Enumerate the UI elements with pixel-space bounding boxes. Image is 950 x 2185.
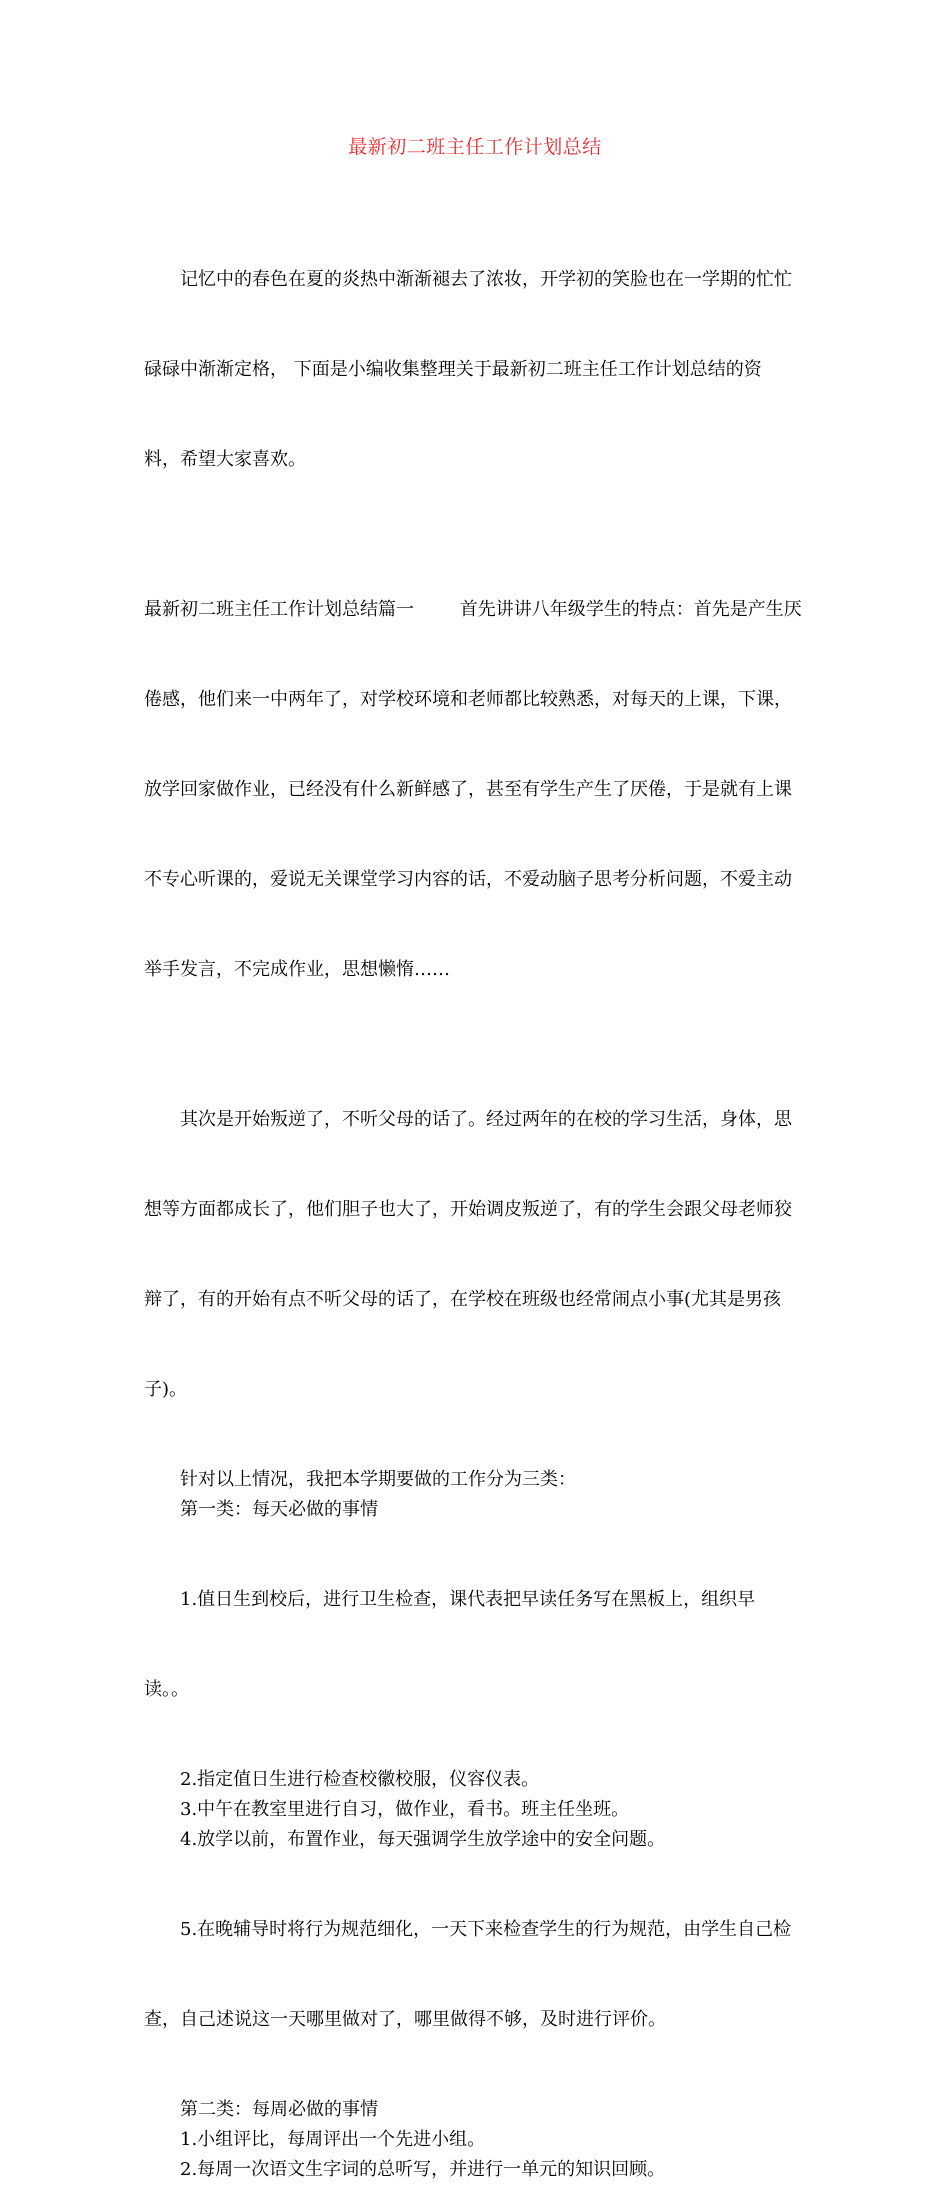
text-line: 其次是开始叛逆了，不听父母的话了。经过两年的在校的学习生活，身体，思 bbox=[180, 1109, 792, 1130]
text-line: 不专心听课的，爱说无关课堂学习内容的话，不爱动脑子思考分析问题，不爱主动 bbox=[144, 869, 792, 890]
text-line: 料，希望大家喜欢。 bbox=[144, 449, 306, 470]
list-item: 1.小组评比，每周评出一个先进小组。 bbox=[180, 2129, 486, 2150]
text-line: 碌碌中渐渐定格， 下面是小编收集整理关于最新初二班主任工作计划总结的资 bbox=[144, 359, 762, 380]
list-item: 2.每周一次语文生字词的总听写，并进行一单元的知识回顾。 bbox=[180, 2159, 666, 2180]
text-line: 1.值日生到校后，进行卫生检查，课代表把早读任务写在黑板上，组织早 bbox=[180, 1589, 756, 1610]
paragraph-2 bbox=[144, 1045, 814, 1465]
text-line: 5.在晚辅导时将行为规范细化，一天下来检查学生的行为规范，由学生自己检 bbox=[180, 1919, 792, 1940]
list-item bbox=[144, 1855, 814, 2095]
list-item: 4.放学以前，布置作业，每天强调学生放学途中的安全问题。 bbox=[180, 1829, 666, 1850]
intro-paragraph bbox=[144, 205, 814, 535]
category-2-heading: 第二类：每周必做的事情 bbox=[180, 2099, 378, 2120]
text-line: 读。。 bbox=[144, 1679, 189, 1700]
document-body bbox=[144, 205, 814, 2185]
text-line: 子)。 bbox=[144, 1379, 188, 1400]
list-item bbox=[144, 1525, 814, 1765]
text-line: 想等方面都成长了，他们胆子也大了，开始调皮叛逆了，有的学生会跟父母老师狡 bbox=[144, 1199, 792, 1220]
list-item: 3.中午在教室里进行自习，做作业，看书。班主任坐班。 bbox=[180, 1799, 630, 1820]
text-line: 最新初二班主任工作计划总结篇一 首先讲讲八年级学生的特点：首先是产生厌 bbox=[144, 599, 802, 620]
list-item: 2.指定值日生进行检查校徽校服，仪容仪表。 bbox=[180, 1769, 540, 1790]
document-title: 最新初二班主任工作计划总结 bbox=[348, 136, 602, 158]
text-line: 辩了，有的开始有点不听父母的话了，在学校在班级也经常闹点小事(尤其是男孩 bbox=[144, 1289, 782, 1310]
category-1-heading: 第一类：每天必做的事情 bbox=[180, 1499, 378, 1520]
text-line: 放学回家做作业，已经没有什么新鲜感了，甚至有学生产生了厌倦，于是就有上课 bbox=[144, 779, 792, 800]
text-line: 倦感，他们来一中两年了，对学校环境和老师都比较熟悉，对每天的上课，下课， bbox=[144, 689, 792, 710]
text-line: 查，自己述说这一天哪里做对了，哪里做得不够，及时进行评价。 bbox=[144, 2009, 666, 2030]
text-line: 举手发言，不完成作业，思想懒惰…… bbox=[144, 959, 450, 980]
text-line: 记忆中的春色在夏的炎热中渐渐褪去了浓妆，开学初的笑脸也在一学期的忙忙 bbox=[180, 269, 792, 290]
section1-paragraph bbox=[144, 535, 814, 1045]
paragraph-3: 针对以上情况，我把本学期要做的工作分为三类： bbox=[180, 1469, 576, 1490]
